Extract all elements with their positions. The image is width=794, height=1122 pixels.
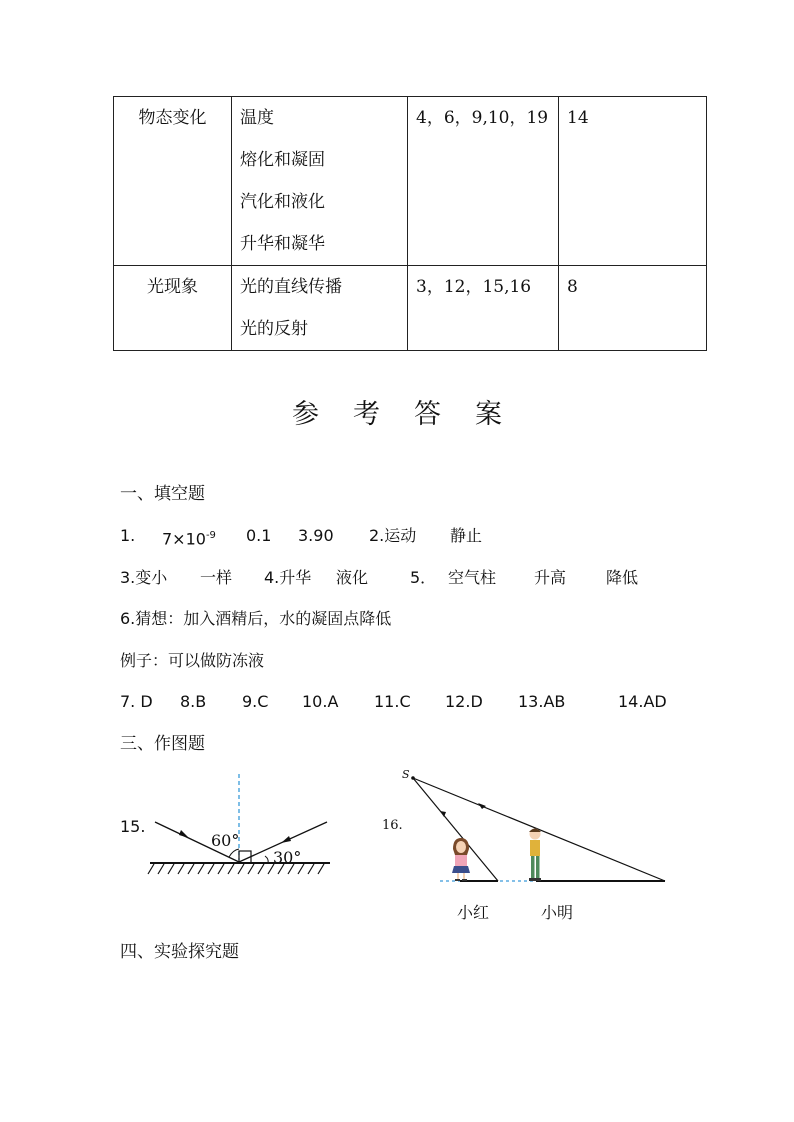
ray-arrow-1 [478, 803, 486, 809]
table-row [114, 266, 707, 351]
figure-16-label: 16. [382, 818, 403, 833]
choice-answer: 12.D [445, 692, 483, 711]
table-cell-subtopics [232, 266, 408, 351]
topic-table [113, 96, 707, 351]
choice-answer: 8.B [180, 692, 207, 711]
angle-arc-60 [229, 849, 239, 857]
angle-label-30: 30° [273, 848, 302, 867]
table-cell-other-items: 14 [559, 97, 707, 266]
table-cell-topic: 物态变化 [114, 97, 232, 266]
subtopic: 熔化和凝固 [240, 150, 325, 170]
table-row [114, 97, 707, 266]
choice-answer: 11.C [374, 692, 411, 711]
xiaohong-figure [452, 838, 470, 881]
section-heading-experiment: 四、实验探究题 [120, 942, 239, 962]
subtopic: 温度 [240, 108, 274, 128]
subtopic: 光的反射 [240, 319, 308, 339]
section-heading-fill-blank: 一、填空题 [120, 484, 205, 504]
name-xiaoming: 小明 [541, 903, 574, 922]
subtopic: 光的直线传播 [240, 277, 342, 297]
answer-line-4: 例子：可以做防冻液 [120, 651, 265, 670]
answer-line-3: 6.猜想：加入酒精后，水的凝固点降低 [120, 609, 392, 628]
choice-answer: 9.C [242, 692, 269, 711]
xiaoming-figure [529, 829, 541, 882]
figure-15-label: 15. [120, 817, 146, 836]
reflection-diagram [145, 770, 335, 880]
table-cell-other-items: 8 [559, 266, 707, 351]
incident-arrow [281, 836, 291, 843]
choice-answer: 14.AD [618, 692, 667, 711]
table-cell-choice-items: 4，6，9,10，19 [408, 97, 559, 266]
section-heading-drawing: 三、作图题 [120, 734, 205, 754]
subtopic: 升华和凝华 [240, 234, 325, 254]
table-cell-subtopics [232, 97, 408, 266]
choice-answer: 10.A [302, 692, 339, 711]
choice-answer: 7. D [120, 692, 153, 711]
reflected-arrow [179, 830, 189, 838]
point-s-label: S [402, 768, 410, 781]
name-xiaohong: 小红 [457, 903, 490, 922]
answers-title: 参 考 答 案 [292, 399, 502, 430]
subtopic: 汽化和液化 [240, 192, 325, 212]
shadow-diagram [400, 765, 672, 890]
angle-arc-30 [265, 856, 268, 863]
table-cell-topic: 光现象 [114, 266, 232, 351]
choice-answer: 13.AB [518, 692, 566, 711]
angle-label-60: 60° [211, 831, 240, 850]
table-cell-choice-items: 3，12，15,16 [408, 266, 559, 351]
